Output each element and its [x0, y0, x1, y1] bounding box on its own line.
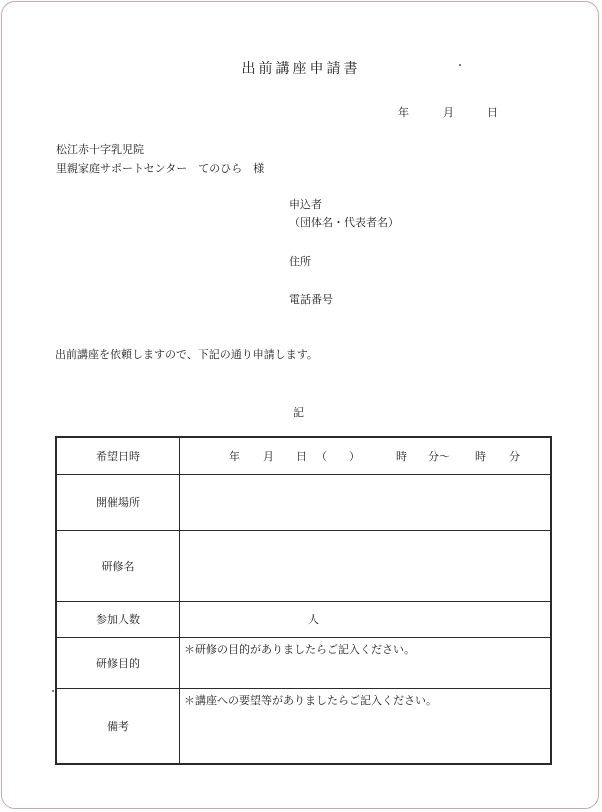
remarks-note: ＊講座への要望等がありましたらご記入ください。 — [184, 693, 437, 707]
table-row-datetime — [56, 437, 551, 474]
datetime-field[interactable] — [180, 437, 552, 474]
participants-label: 参加人数 — [56, 601, 180, 637]
datetime-month: 月 — [263, 449, 274, 463]
purpose-field[interactable] — [180, 637, 552, 688]
datetime-weekday: （ ） — [316, 449, 360, 463]
venue-label: 開催場所 — [56, 474, 180, 530]
datetime-minute-2: 分 — [509, 449, 520, 463]
date-day-label: 日 — [487, 106, 498, 119]
application-form-table — [55, 436, 552, 765]
phone-label: 電話番号 — [289, 293, 333, 306]
datetime-label: 希望日時 — [56, 437, 180, 474]
recipient-line-1: 松江赤十字乳児院 — [56, 143, 144, 156]
scan-speck — [52, 690, 54, 692]
training-name-label: 研修名 — [56, 530, 180, 601]
table-row-venue — [56, 474, 551, 530]
remarks-label: 備考 — [56, 688, 180, 764]
recipient-line-2: 里親家庭サポートセンター てのひら 様 — [56, 162, 265, 175]
training-name-field[interactable] — [180, 530, 552, 601]
table-row-remarks — [56, 688, 551, 764]
scan-speck — [459, 64, 461, 66]
table-row-training-name — [56, 530, 551, 601]
date-month-label: 月 — [443, 106, 454, 119]
applicant-label: 申込者 — [289, 198, 322, 211]
venue-field[interactable] — [180, 474, 552, 530]
remarks-field[interactable] — [180, 688, 552, 764]
datetime-hour-2: 時 — [475, 449, 486, 463]
datetime-minute-1: 分～ — [428, 449, 450, 463]
table-row-purpose — [56, 637, 551, 688]
table-row-participants — [56, 601, 551, 637]
address-label: 住所 — [289, 255, 311, 268]
participants-unit: 人 — [308, 613, 319, 626]
participants-field[interactable] — [180, 601, 552, 637]
purpose-note: ＊研修の目的がありましたらご記入ください。 — [184, 642, 415, 656]
ki-heading: 記 — [293, 406, 304, 419]
datetime-year: 年 — [229, 449, 240, 463]
request-statement: 出前講座を依頼しますので、下記の通り申請します。 — [55, 348, 318, 361]
datetime-hour-1: 時 — [396, 449, 407, 463]
datetime-day: 日 — [296, 449, 307, 463]
document-title: 出前講座申請書 — [241, 61, 361, 77]
purpose-label: 研修目的 — [56, 637, 180, 688]
applicant-sub-label: （団体名・代表者名） — [289, 216, 399, 229]
date-year-label: 年 — [398, 106, 409, 119]
